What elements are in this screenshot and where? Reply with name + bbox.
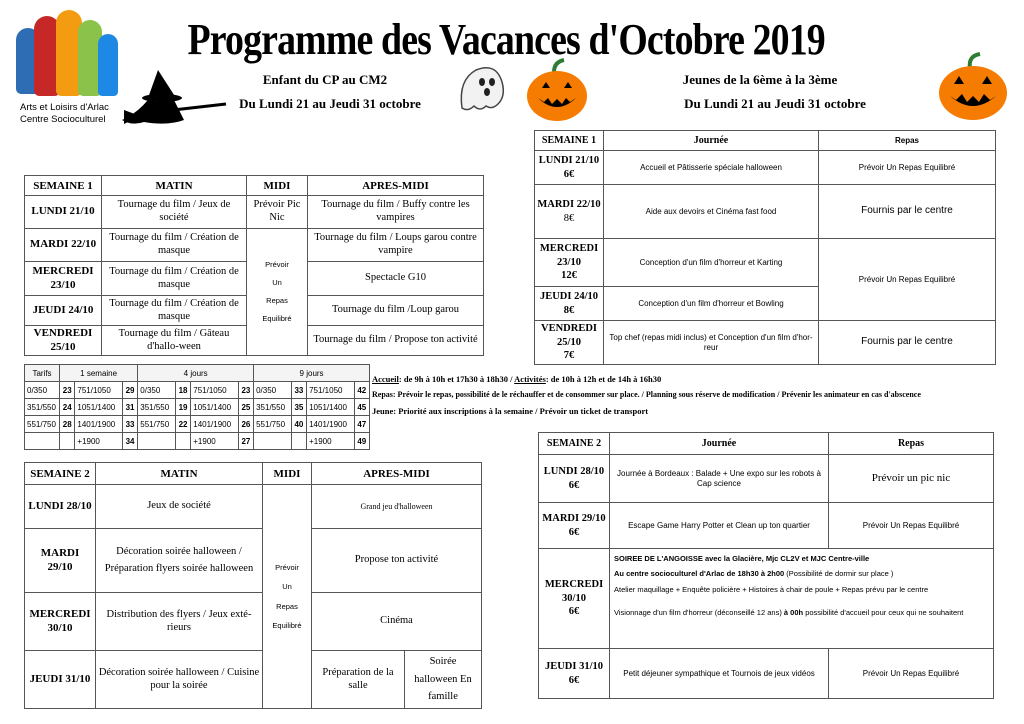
day-label: MARDI 22/10 <box>537 198 601 210</box>
day-cell <box>539 549 610 649</box>
day-cell: MARDI 29/10 <box>25 529 96 593</box>
col-header: MIDI <box>247 176 308 196</box>
note-activites-label: Activités <box>514 374 546 384</box>
table-row <box>535 151 996 185</box>
tarifs-cell: 351/550 <box>254 399 292 416</box>
col-header: Repas <box>819 131 996 151</box>
price-label: 6€ <box>568 674 580 686</box>
tarifs-cell: 23 <box>60 382 75 399</box>
tarifs-cell: 27 <box>238 433 253 450</box>
day-cell <box>535 151 604 185</box>
midi-line: Repas <box>276 601 298 611</box>
morning-cell: Jeux de société <box>96 485 263 529</box>
price-label: 6€ <box>563 168 575 180</box>
tarifs-cell: 24 <box>60 399 75 416</box>
table-row <box>535 185 996 239</box>
tarifs-cell: 751/1050 <box>75 382 122 399</box>
teens-week1-table <box>534 130 996 365</box>
table-row <box>539 549 994 649</box>
tarifs-cell: 551/750 <box>138 416 176 433</box>
tarifs-cell: 1051/1400 <box>75 399 122 416</box>
note-accueil <box>372 374 661 384</box>
afternoon-cell: Grand jeu d'halloween <box>312 485 482 529</box>
col-header: SEMAINE 1 <box>25 176 102 196</box>
col-header: MATIN <box>102 176 247 196</box>
table-row <box>535 321 996 365</box>
tarifs-cell: +1900 <box>191 433 238 450</box>
tarifs-cell: 551/750 <box>254 416 292 433</box>
logo-figure-lightblue <box>98 34 118 96</box>
tarifs-cell: 1401/1900 <box>307 416 354 433</box>
midi-line: Un <box>272 278 282 287</box>
midi-line: Un <box>282 582 292 591</box>
tarifs-cell: 0/350 <box>138 382 176 399</box>
journee-cell: Petit déjeuner sympathique et Tournois de jeux vidéos <box>610 649 829 699</box>
midi-line: Repas <box>266 296 288 305</box>
col-header: MIDI <box>263 463 312 485</box>
tarifs-cell: 25 <box>238 399 253 416</box>
soiree-film-a: Visionnage d'un film d'horreur (déconseillé 12 ans) <box>614 607 784 617</box>
morning-cell: Tournage du film / Création de masque <box>102 296 247 326</box>
tarifs-cell: 26 <box>238 416 253 433</box>
afternoon-cell: Propose ton activité <box>312 529 482 593</box>
tarifs-row <box>25 433 370 450</box>
tarifs-cell: 42 <box>354 382 369 399</box>
day-cell <box>535 239 604 287</box>
afternoon-cell: Spectacle G10 <box>308 262 484 296</box>
journee-cell: Top chef (repas midi inclus) et Conception d'un film d'hor-reur <box>604 321 819 365</box>
midi-line: Equilibré <box>272 621 302 630</box>
day-cell <box>535 287 604 321</box>
table-row <box>539 649 994 699</box>
note-jeune: Jeune: Priorité aux inscriptions à la semaine / Prévoir un ticket de transport <box>372 406 649 416</box>
price-label: 8€ <box>563 212 575 224</box>
kids-dates: Du Lundi 21 au Jeudi 31 octobre <box>239 96 421 111</box>
tarifs-cell: 33 <box>291 382 306 399</box>
tarifs-cell: +1900 <box>75 433 122 450</box>
price-label: 6€ <box>568 526 580 538</box>
tarifs-cell: 0/350 <box>25 382 60 399</box>
tarifs-cell: 19 <box>175 399 190 416</box>
repas-cell: Prévoir Un Repas Equilibré <box>829 649 994 699</box>
morning-cell: Tournage du film / Création de masque <box>102 229 247 262</box>
day-label: VENDREDI 25/10 <box>540 323 597 348</box>
tarifs-cell: 47 <box>354 416 369 433</box>
day-cell <box>539 649 610 699</box>
day-cell: MERCREDI 30/10 <box>25 593 96 651</box>
day-label: LUNDI 28/10 <box>543 465 605 477</box>
tarifs-cell: 49 <box>354 433 369 450</box>
day-cell: LUNDI 21/10 <box>25 196 102 229</box>
tarifs-cell: +1900 <box>307 433 354 450</box>
note-repas: Repas: Prévoir le repas, possibilité de le réchauffer et de consommer sur place. / Planning sous réserve de modification / Prévenir les animateur en cas d'abscence <box>372 390 921 399</box>
col-header: Repas <box>829 433 994 455</box>
ghost-icon <box>452 60 508 114</box>
logo-line2: Centre Socioculturel <box>20 114 106 125</box>
tarifs-table <box>24 364 370 450</box>
soiree-film-c: possibilité d'accueil pour ceux qui ne souhaitent <box>803 607 964 617</box>
tarifs-cell: 751/1050 <box>191 382 238 399</box>
journee-cell: Aide aux devoirs et Cinéma fast food <box>604 185 819 239</box>
teens-audience: Jeunes de la 6ème à la 3ème <box>682 72 838 87</box>
col-header: Journée <box>604 131 819 151</box>
tarifs-cell: 1051/1400 <box>307 399 354 416</box>
tarifs-4days: 4 jours <box>138 365 254 382</box>
kids-week1-table <box>24 175 484 356</box>
day-label: LUNDI 21/10 <box>538 154 600 166</box>
table-row <box>25 529 482 593</box>
col-header: SEMAINE 1 <box>535 131 604 151</box>
table-row <box>25 229 484 262</box>
tarifs-header-row <box>25 365 370 382</box>
journee-cell: Conception d'un film d'horreur et Bowling <box>604 287 819 321</box>
day-cell: LUNDI 28/10 <box>25 485 96 529</box>
morning-cell: Tournage du film / Jeux de société <box>102 196 247 229</box>
table-row <box>539 503 994 549</box>
soiree-cell <box>610 549 994 649</box>
col-header: APRES-MIDI <box>308 176 484 196</box>
price-label: 7€ <box>563 350 575 362</box>
tarifs-row <box>25 382 370 399</box>
soiree-activities: Atelier maquillage + Enquête policière + Histoires à chair de poule + Repas prévu par le centre <box>614 584 929 594</box>
repas-cell: Fournis par le centre <box>819 321 996 365</box>
tarifs-cell: 1051/1400 <box>191 399 238 416</box>
tarifs-week: 1 semaine <box>60 365 138 382</box>
day-cell: MERCREDI 23/10 <box>25 262 102 296</box>
day-cell: VENDREDI 25/10 <box>25 326 102 356</box>
afternoon-cell: Soirée halloween En famille <box>405 651 482 709</box>
teens-week2-table <box>538 432 994 699</box>
tarifs-cell: 351/550 <box>138 399 176 416</box>
day-cell <box>535 185 604 239</box>
tarifs-cell: 1401/1900 <box>191 416 238 433</box>
pumpkin-icon <box>524 58 590 124</box>
price-label: 6€ <box>568 606 580 618</box>
tarifs-cell <box>138 433 176 450</box>
table-row <box>25 593 482 651</box>
tarifs-label: Tarifs <box>25 365 60 382</box>
col-header: SEMAINE 2 <box>539 433 610 455</box>
tarifs-cell: 33 <box>122 416 137 433</box>
midi-line: Prévoir <box>275 562 299 572</box>
col-header: MATIN <box>96 463 263 485</box>
afternoon-cell: Tournage du film / Loups garou contre vampire <box>308 229 484 262</box>
day-label: JEUDI 31/10 <box>544 660 604 672</box>
day-label: JEUDI 24/10 <box>539 290 599 302</box>
repas-cell: Fournis par le centre <box>819 185 996 239</box>
tarifs-cell: 28 <box>60 416 75 433</box>
soiree-place <box>614 568 991 579</box>
tarifs-row <box>25 416 370 433</box>
day-label: MERCREDI 23/10 <box>539 243 599 268</box>
tarifs-cell <box>291 433 306 450</box>
tarifs-cell: 29 <box>122 382 137 399</box>
tarifs-cell: 31 <box>122 399 137 416</box>
tarifs-cell: 45 <box>354 399 369 416</box>
note-accueil-text: : de 9h à 10h et 17h30 à 18h30 / <box>398 374 515 384</box>
tarifs-9days: 9 jours <box>254 365 370 382</box>
midi-line: Equilibré <box>262 314 292 323</box>
repas-cell: Prévoir un pic nic <box>829 455 994 503</box>
midi-merged-cell <box>247 229 308 356</box>
tarifs-cell: 0/350 <box>254 382 292 399</box>
day-cell <box>539 455 610 503</box>
day-cell: JEUDI 31/10 <box>25 651 96 709</box>
afternoon-cell: Tournage du film / Propose ton activité <box>308 326 484 356</box>
kids-audience: Enfant du CP au CM2 <box>262 72 388 87</box>
morning-cell: Décoration soirée halloween / Cuisine pour la soirée <box>96 651 263 709</box>
tarifs-cell: 751/1050 <box>307 382 354 399</box>
day-label: MARDI 29/10 <box>542 512 606 524</box>
price-label: 6€ <box>568 479 580 491</box>
logo <box>14 10 124 130</box>
day-cell <box>539 503 610 549</box>
tarifs-cell: 35 <box>291 399 306 416</box>
tarifs-cell: 1401/1900 <box>75 416 122 433</box>
col-header: Journée <box>610 433 829 455</box>
note-activites-text: : de 10h à 12h et de 14h à 16h30 <box>545 374 662 384</box>
tarifs-cell: 551/750 <box>25 416 60 433</box>
tarifs-cell: 23 <box>238 382 253 399</box>
journee-cell: Escape Game Harry Potter et Clean up ton quartier <box>610 503 829 549</box>
day-cell: JEUDI 24/10 <box>25 296 102 326</box>
logo-line1: Arts et Loisirs d'Arlac <box>20 102 109 113</box>
morning-cell: Distribution des flyers / Jeux exté-rieurs <box>96 593 263 651</box>
day-cell: MARDI 22/10 <box>25 229 102 262</box>
table-row <box>25 196 484 229</box>
col-header: SEMAINE 2 <box>25 463 96 485</box>
tarifs-cell <box>175 433 190 450</box>
midi-merged-cell <box>263 485 312 709</box>
table-row <box>25 485 482 529</box>
col-header: APRES-MIDI <box>312 463 482 485</box>
price-label: 8€ <box>563 304 575 316</box>
day-label: MERCREDI 30/10 <box>544 579 604 604</box>
afternoon-cell: Préparation de la salle <box>312 651 405 709</box>
repas-cell: Prévoir Un Repas Equilibré <box>819 151 996 185</box>
tarifs-cell: 351/550 <box>25 399 60 416</box>
table-row <box>539 455 994 503</box>
afternoon-cell: Tournage du film /Loup garou <box>308 296 484 326</box>
tarifs-cell <box>254 433 292 450</box>
teens-dates: Du Lundi 21 au Jeudi 31 octobre <box>684 96 866 111</box>
pumpkin-icon <box>936 52 1010 122</box>
repas-merged-cell: Prévoir Un Repas Equilibré <box>819 239 996 321</box>
day-cell <box>535 321 604 365</box>
afternoon-cell: Cinéma <box>312 593 482 651</box>
page-title: Programme des Vacances d'Octobre 2019 <box>187 15 825 64</box>
morning-cell: Tournage du film / Création de masque <box>102 262 247 296</box>
soiree-place-bold: Au centre socioculturel d'Arlac de 18h30 à 2h00 <box>614 569 785 579</box>
journee-cell: Journée à Bordeaux : Balade + Une expo sur les robots à Cap science <box>610 455 829 503</box>
midi-line: Prévoir <box>265 260 289 269</box>
table-row <box>535 239 996 287</box>
soiree-title: SOIREE DE L'ANGOISSE avec la Glacière, Mjc CL2V et MJC Centre-ville <box>614 554 870 563</box>
soiree-place-rest: (Possibilité de dormir sur place ) <box>784 569 894 579</box>
afternoon-cell: Tournage du film / Buffy contre les vampires <box>308 196 484 229</box>
midi-cell: Prévoir Pic Nic <box>247 196 308 229</box>
tarifs-cell: 22 <box>175 416 190 433</box>
journee-cell: Accueil et Pâtisserie spéciale halloween <box>604 151 819 185</box>
tarifs-row <box>25 399 370 416</box>
price-label: 12€ <box>561 270 577 282</box>
tarifs-cell: 18 <box>175 382 190 399</box>
table-row <box>25 651 482 709</box>
tarifs-cell: 34 <box>122 433 137 450</box>
tarifs-cell <box>25 433 60 450</box>
tarifs-cell <box>60 433 75 450</box>
journee-cell: Conception d'un film d'horreur et Karting <box>604 239 819 287</box>
morning-cell: Décoration soirée halloween / Préparation flyers soirée halloween <box>96 529 263 593</box>
tarifs-cell: 40 <box>291 416 306 433</box>
note-accueil-label: Accueil <box>372 374 399 384</box>
kids-week2-table <box>24 462 482 709</box>
morning-cell: Tournage du film / Gâteau d'hallo-ween <box>102 326 247 356</box>
soiree-film-b: à 00h <box>783 607 804 617</box>
repas-cell: Prévoir Un Repas Equilibré <box>829 503 994 549</box>
soiree-film <box>614 607 991 618</box>
